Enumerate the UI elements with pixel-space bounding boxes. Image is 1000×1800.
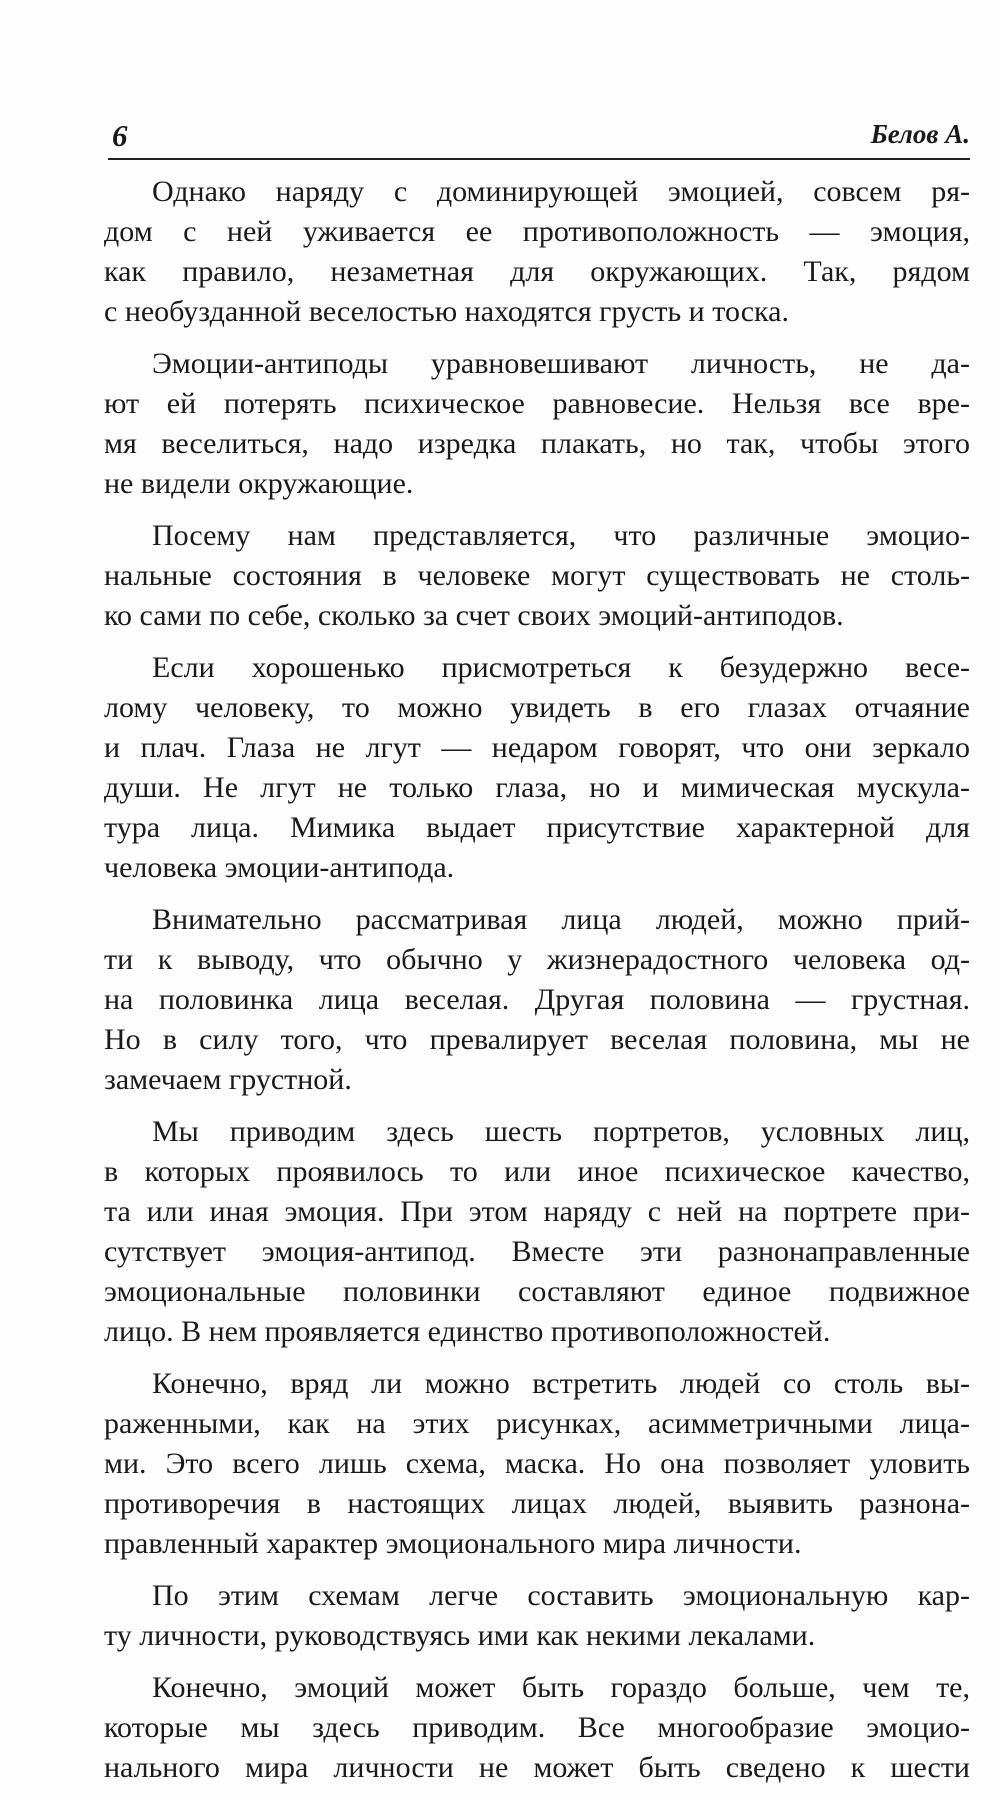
text-line: Посему нам представляется, что различные эмоцио-: [152, 519, 970, 552]
text-line: сутствует эмоция-антипод. Вместе эти разнонаправленные: [104, 1235, 970, 1268]
text-line: нального мира личности не может быть сведено к шести: [104, 1751, 970, 1784]
text-line: как правило, незаметная для окружающих. Так, рядом: [104, 255, 970, 288]
text-line: Мы приводим здесь шесть портретов, условных лиц,: [152, 1115, 970, 1148]
text-line: ми. Это всего лишь схема, маска. Но она позволяет уловить: [104, 1447, 970, 1480]
text-line: с необузданной веселостью находятся грусть и тоска.: [104, 295, 789, 328]
paragraph: [104, 648, 970, 888]
text-line: в которых проявилось то или иное психическое качество,: [104, 1155, 970, 1188]
paragraph: [104, 172, 970, 332]
text-line: раженными, как на этих рисунках, асимметричными лица-: [104, 1407, 970, 1440]
text-line: та или иная эмоция. При этом наряду с ней на портрете при-: [104, 1195, 970, 1228]
text-line: не видели окружающие.: [104, 467, 414, 500]
text-line: Конечно, эмоций может быть гораздо больше, чем те,: [152, 1671, 970, 1704]
text-line: лому человеку, то можно увидеть в его глазах отчаяние: [104, 691, 970, 724]
text-line: дом с ней уживается ее противоположность — эмоция,: [104, 215, 970, 248]
text-line: Однако наряду с доминирующей эмоцией, совсем ря-: [152, 175, 970, 208]
text-line: Если хорошенько присмотреться к безудержно весе-: [152, 651, 970, 684]
text-line: замечаем грустной.: [104, 1063, 352, 1096]
text-line: на половинка лица веселая. Другая половина — грустная.: [104, 983, 970, 1016]
paragraph: [104, 1364, 970, 1564]
text-line: которые мы здесь приводим. Все многообразие эмоцио-: [104, 1711, 970, 1744]
text-line: мя веселиться, надо изредка плакать, но так, чтобы этого: [104, 427, 970, 460]
text-line: тура лица. Мимика выдает присутствие характерной для: [104, 811, 970, 844]
running-head-author: Белов А.: [870, 119, 970, 149]
text-line: человека эмоции-антипода.: [104, 851, 455, 884]
body-text: [104, 172, 970, 1800]
text-line: правленный характер эмоционального мира личности.: [104, 1527, 802, 1560]
text-line: эмоциональные половинки составляют единое подвижное: [104, 1275, 970, 1308]
text-line: ту личности, руководствуясь ими как некими лекалами.: [104, 1619, 816, 1652]
text-line: Внимательно рассматривая лица людей, можно прий-: [152, 903, 970, 936]
paragraph: [104, 1668, 970, 1788]
text-line: Но в силу того, что превалирует веселая половина, мы не: [104, 1023, 970, 1056]
text-line: Эмоции-антиподы уравновешивают личность, не да-: [152, 347, 970, 380]
page-number: 6: [112, 118, 128, 153]
text-line: лицо. В нем проявляется единство противоположностей.: [104, 1315, 831, 1348]
paragraph: [104, 516, 970, 636]
text-line: нальные состояния в человеке могут существовать не столь-: [104, 559, 970, 592]
text-line: Конечно, вряд ли можно встретить людей со столь вы-: [152, 1367, 970, 1400]
paragraph: [104, 344, 970, 504]
text-line: души. Не лгут не только глаза, но и мимическая мускула-: [104, 771, 970, 804]
text-line: и плач. Глаза не лгут — недаром говорят, что они зеркало: [104, 731, 970, 764]
text-line: противоречия в настоящих лицах людей, выявить разнона-: [104, 1487, 970, 1520]
paragraph: [104, 900, 970, 1100]
text-line: ют ей потерять психическое равновесие. Нельзя все вре-: [104, 387, 970, 420]
text-line: По этим схемам легче составить эмоциональную кар-: [152, 1579, 970, 1612]
text-line: ти к выводу, что обычно у жизнерадостного человека од-: [104, 943, 970, 976]
paragraph: [104, 1112, 970, 1352]
text-line: ко сами по себе, сколько за счет своих эмоций-антиподов.: [104, 599, 844, 632]
paragraph: [104, 1576, 970, 1656]
page-header: [108, 118, 970, 160]
